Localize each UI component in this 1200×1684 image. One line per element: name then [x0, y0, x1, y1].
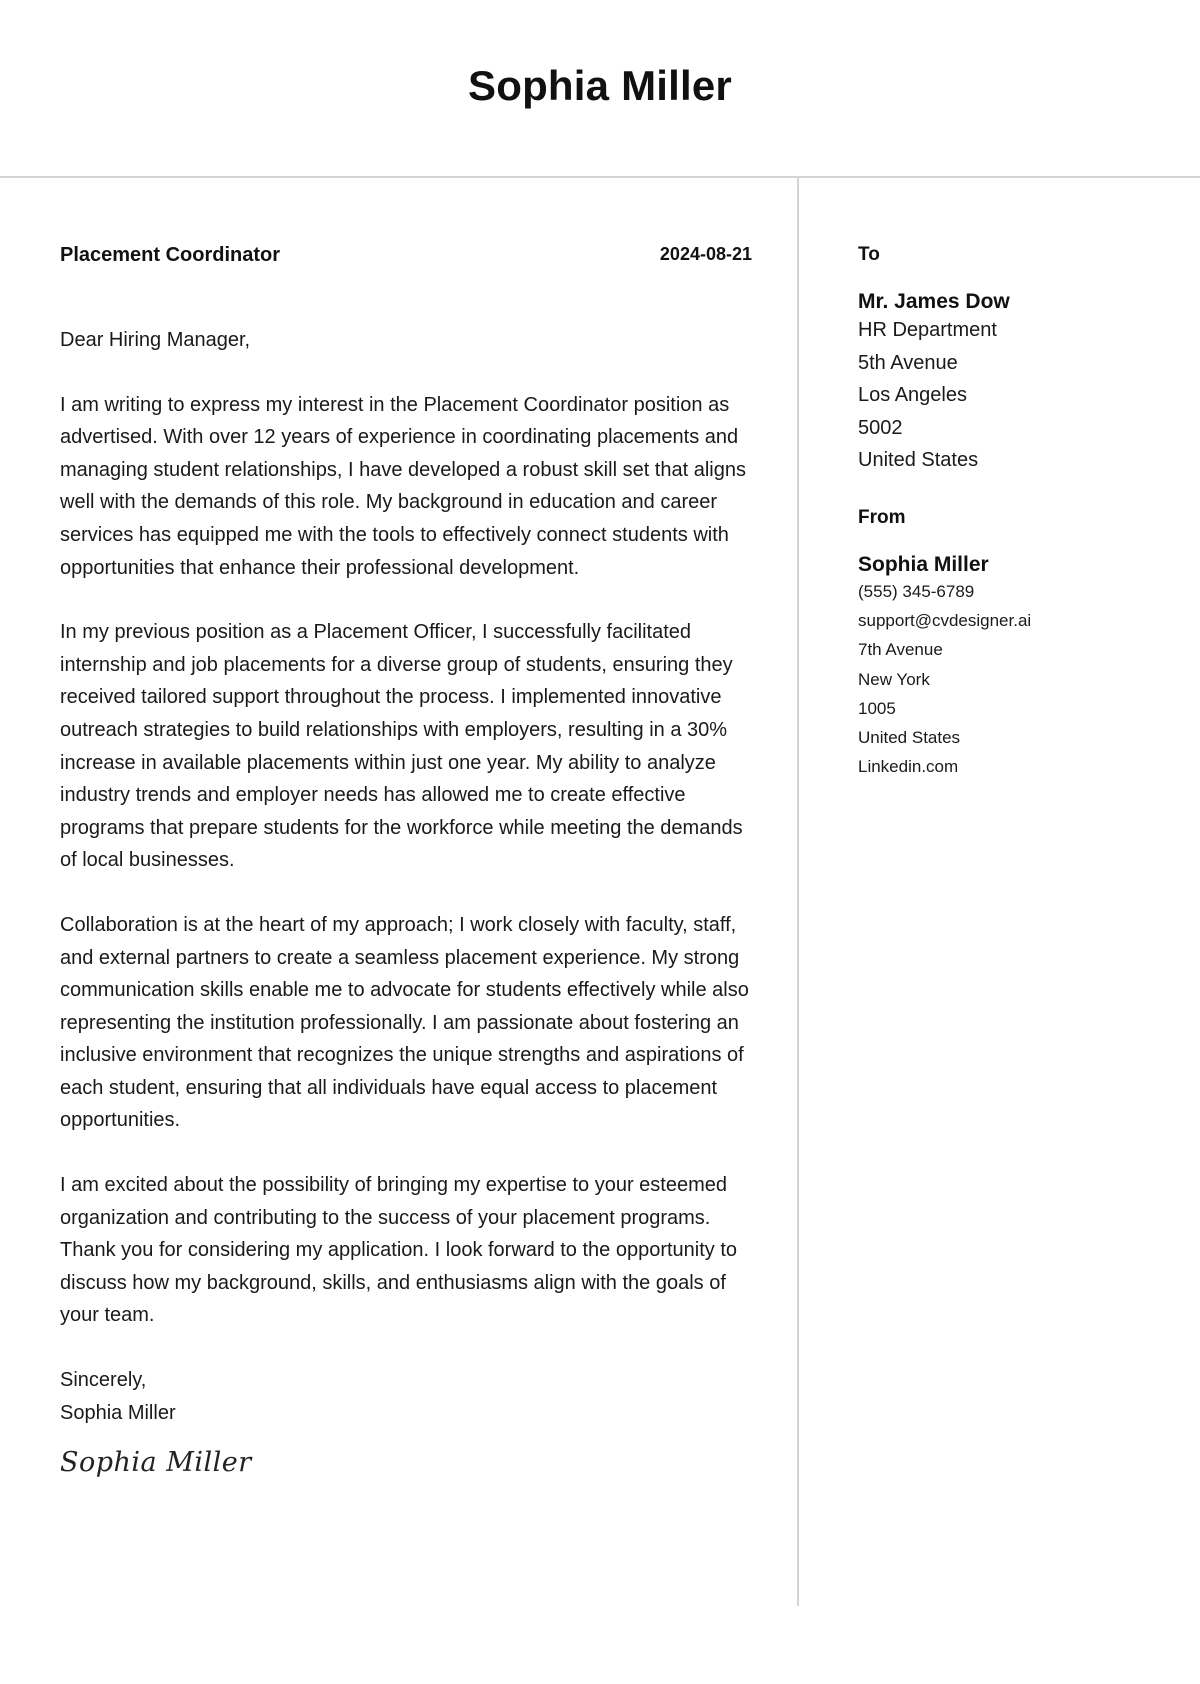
sender-website: Linkedin.com	[858, 757, 959, 777]
job-title: Placement Coordinator	[60, 244, 281, 266]
recipient-department: HR Department	[858, 319, 997, 341]
closing-phrase: Sincerely,	[60, 1369, 147, 1392]
closing-block	[60, 1364, 752, 1429]
recipient-country: United States	[858, 449, 979, 472]
sender-email: support@cvdesigner.ai	[858, 611, 1032, 631]
letter-body	[60, 236, 752, 1478]
salutation: Dear Hiring Manager,	[60, 329, 251, 351]
applicant-name: Sophia Miller	[468, 62, 732, 109]
recipient-name: Mr. James Dow	[858, 290, 1010, 313]
sender-name: Sophia Miller	[858, 552, 989, 576]
sender-country: United States	[858, 727, 961, 747]
sender-city: New York	[858, 669, 930, 689]
closing-name: Sophia Miller	[60, 1401, 176, 1424]
sender-heading: From	[858, 506, 906, 528]
recipient-block	[858, 244, 1158, 477]
recipient-postal-code: 5002	[858, 416, 903, 439]
letter-meta-row	[60, 236, 752, 272]
recipient-heading: To	[858, 244, 880, 265]
body-paragraph-3: Collaboration is at the heart of my approach; I work closely with faculty, staff, and external partners to create a seamless placement experience. My strong communication skills enable me to advocate for students effectively while also representing the institution professionally. I am passionate about fostering an inclusive environment that recognizes the unique strengths and aspirations of each student, ensuring that all individuals have equal access to placement opportunities.	[60, 913, 749, 1132]
sender-block	[858, 507, 1158, 781]
handwritten-signature: Sophia Miller	[60, 1447, 252, 1479]
letter-date: 2024-08-21	[659, 244, 752, 264]
body-paragraph-1: I am writing to express my interest in the Placement Coordinator position as advertised. With over 12 years of experience in coordinating placements and managing student relationships, I have developed a robust skill set that aligns well with the demands of this role. My background in education and career services has equipped me with the tools to effectively connect students with opportunities that enhance their professional development.	[60, 393, 746, 579]
sender-postal-code: 1005	[858, 698, 896, 718]
body-paragraph-4: I am excited about the possibility of bringing my expertise to your esteemed organization and contributing to the success of your placement programs. Thank you for considering my application. I look forward to the opportunity to discuss how my background, skills, and enthusiasms align with the goals of your team.	[60, 1174, 738, 1327]
sender-phone: (555) 345-6789	[858, 581, 975, 601]
sender-street: 7th Avenue	[858, 640, 943, 660]
recipient-street: 5th Avenue	[858, 351, 958, 374]
recipient-city: Los Angeles	[858, 384, 967, 407]
body-paragraph-2: In my previous position as a Placement Officer, I successfully facilitated internship and job placements for a diverse group of students, ensuring they received tailored support throughout the process. I implemented innovative outreach strategies to build relationships with employers, resulting in a 30% increase in available placements within just one year. My ability to analyze industry trends and employer needs has allowed me to create effective programs that prepare students for the workforce while meeting the demands of local businesses.	[60, 621, 743, 872]
column-divider	[797, 178, 799, 1606]
address-sidebar	[858, 236, 1158, 781]
letter-header	[0, 0, 1200, 178]
